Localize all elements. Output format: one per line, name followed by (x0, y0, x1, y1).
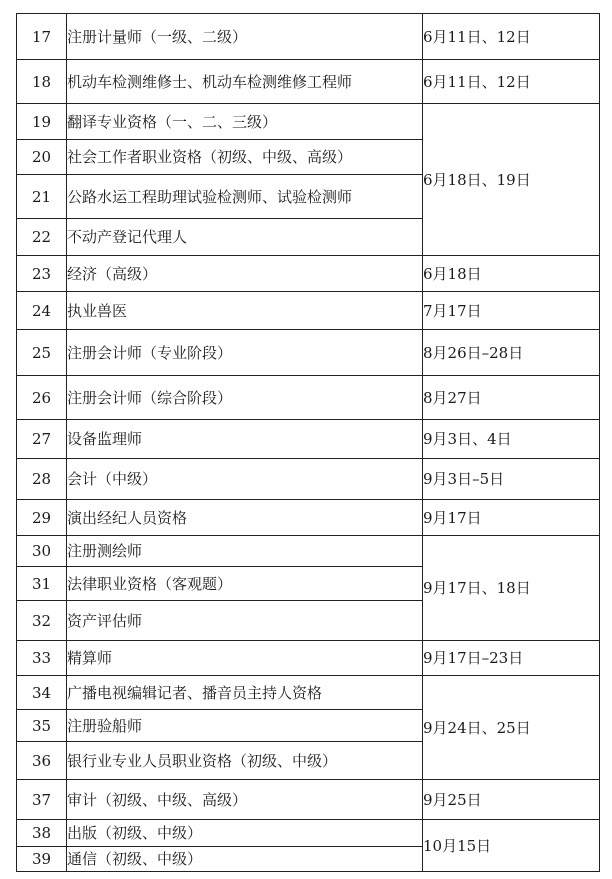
row-number: 18 (17, 60, 67, 104)
table-row (17, 459, 600, 500)
exam-date: 9月3日–5日 (423, 459, 600, 500)
table-row (17, 676, 600, 710)
row-number: 19 (17, 104, 67, 140)
exam-date: 9月24日、25日 (423, 676, 600, 780)
table-row (17, 330, 600, 376)
exam-name: 注册会计师（专业阶段） (67, 330, 423, 376)
exam-name: 广播电视编辑记者、播音员主持人资格 (67, 676, 423, 710)
exam-date: 10月15日 (423, 820, 600, 872)
exam-date: 6月18日、19日 (423, 104, 600, 256)
exam-name: 注册计量师（一级、二级） (67, 14, 423, 60)
exam-date: 9月17日–23日 (423, 641, 600, 676)
exam-date: 6月11日、12日 (423, 14, 600, 60)
exam-name: 注册验船师 (67, 710, 423, 742)
row-number: 35 (17, 710, 67, 742)
exam-schedule-table (16, 13, 600, 872)
exam-name: 精算师 (67, 641, 423, 676)
exam-date: 9月3日、4日 (423, 420, 600, 459)
table-row (17, 641, 600, 676)
row-number: 30 (17, 536, 67, 567)
row-number: 23 (17, 256, 67, 292)
row-number: 37 (17, 780, 67, 820)
table-row (17, 536, 600, 567)
row-number: 31 (17, 567, 67, 601)
table-row (17, 60, 600, 104)
row-number: 38 (17, 820, 67, 847)
row-number: 36 (17, 742, 67, 780)
table-row (17, 780, 600, 820)
row-number: 17 (17, 14, 67, 60)
table-row (17, 14, 600, 60)
exam-date: 6月18日 (423, 256, 600, 292)
exam-name: 执业兽医 (67, 292, 423, 330)
exam-name: 注册会计师（综合阶段） (67, 376, 423, 420)
row-number: 32 (17, 601, 67, 641)
table-row (17, 820, 600, 847)
exam-name: 不动产登记代理人 (67, 219, 423, 256)
exam-name: 注册测绘师 (67, 536, 423, 567)
table-row (17, 104, 600, 140)
exam-name: 设备监理师 (67, 420, 423, 459)
exam-name: 机动车检测维修士、机动车检测维修工程师 (67, 60, 423, 104)
exam-date: 9月25日 (423, 780, 600, 820)
exam-date: 9月17日、18日 (423, 536, 600, 641)
exam-name: 法律职业资格（客观题） (67, 567, 423, 601)
row-number: 27 (17, 420, 67, 459)
exam-date: 8月27日 (423, 376, 600, 420)
exam-name: 经济（高级） (67, 256, 423, 292)
exam-date: 7月17日 (423, 292, 600, 330)
exam-date: 9月17日 (423, 500, 600, 536)
table-row (17, 292, 600, 330)
row-number: 39 (17, 847, 67, 872)
table-row (17, 376, 600, 420)
row-number: 20 (17, 140, 67, 175)
exam-name: 社会工作者职业资格（初级、中级、高级） (67, 140, 423, 175)
exam-name: 会计（中级） (67, 459, 423, 500)
exam-name: 公路水运工程助理试验检测师、试验检测师 (67, 175, 423, 219)
exam-name: 审计（初级、中级、高级） (67, 780, 423, 820)
row-number: 24 (17, 292, 67, 330)
row-number: 22 (17, 219, 67, 256)
exam-name: 通信（初级、中级） (67, 847, 423, 872)
exam-name: 出版（初级、中级） (67, 820, 423, 847)
exam-date: 8月26日–28日 (423, 330, 600, 376)
row-number: 29 (17, 500, 67, 536)
row-number: 26 (17, 376, 67, 420)
table-row (17, 420, 600, 459)
row-number: 28 (17, 459, 67, 500)
exam-date: 6月11日、12日 (423, 60, 600, 104)
row-number: 25 (17, 330, 67, 376)
table-row (17, 256, 600, 292)
row-number: 33 (17, 641, 67, 676)
exam-name: 资产评估师 (67, 601, 423, 641)
row-number: 21 (17, 175, 67, 219)
exam-name: 演出经纪人员资格 (67, 500, 423, 536)
row-number: 34 (17, 676, 67, 710)
exam-name: 银行业专业人员职业资格（初级、中级） (67, 742, 423, 780)
exam-name: 翻译专业资格（一、二、三级） (67, 104, 423, 140)
table-row (17, 500, 600, 536)
